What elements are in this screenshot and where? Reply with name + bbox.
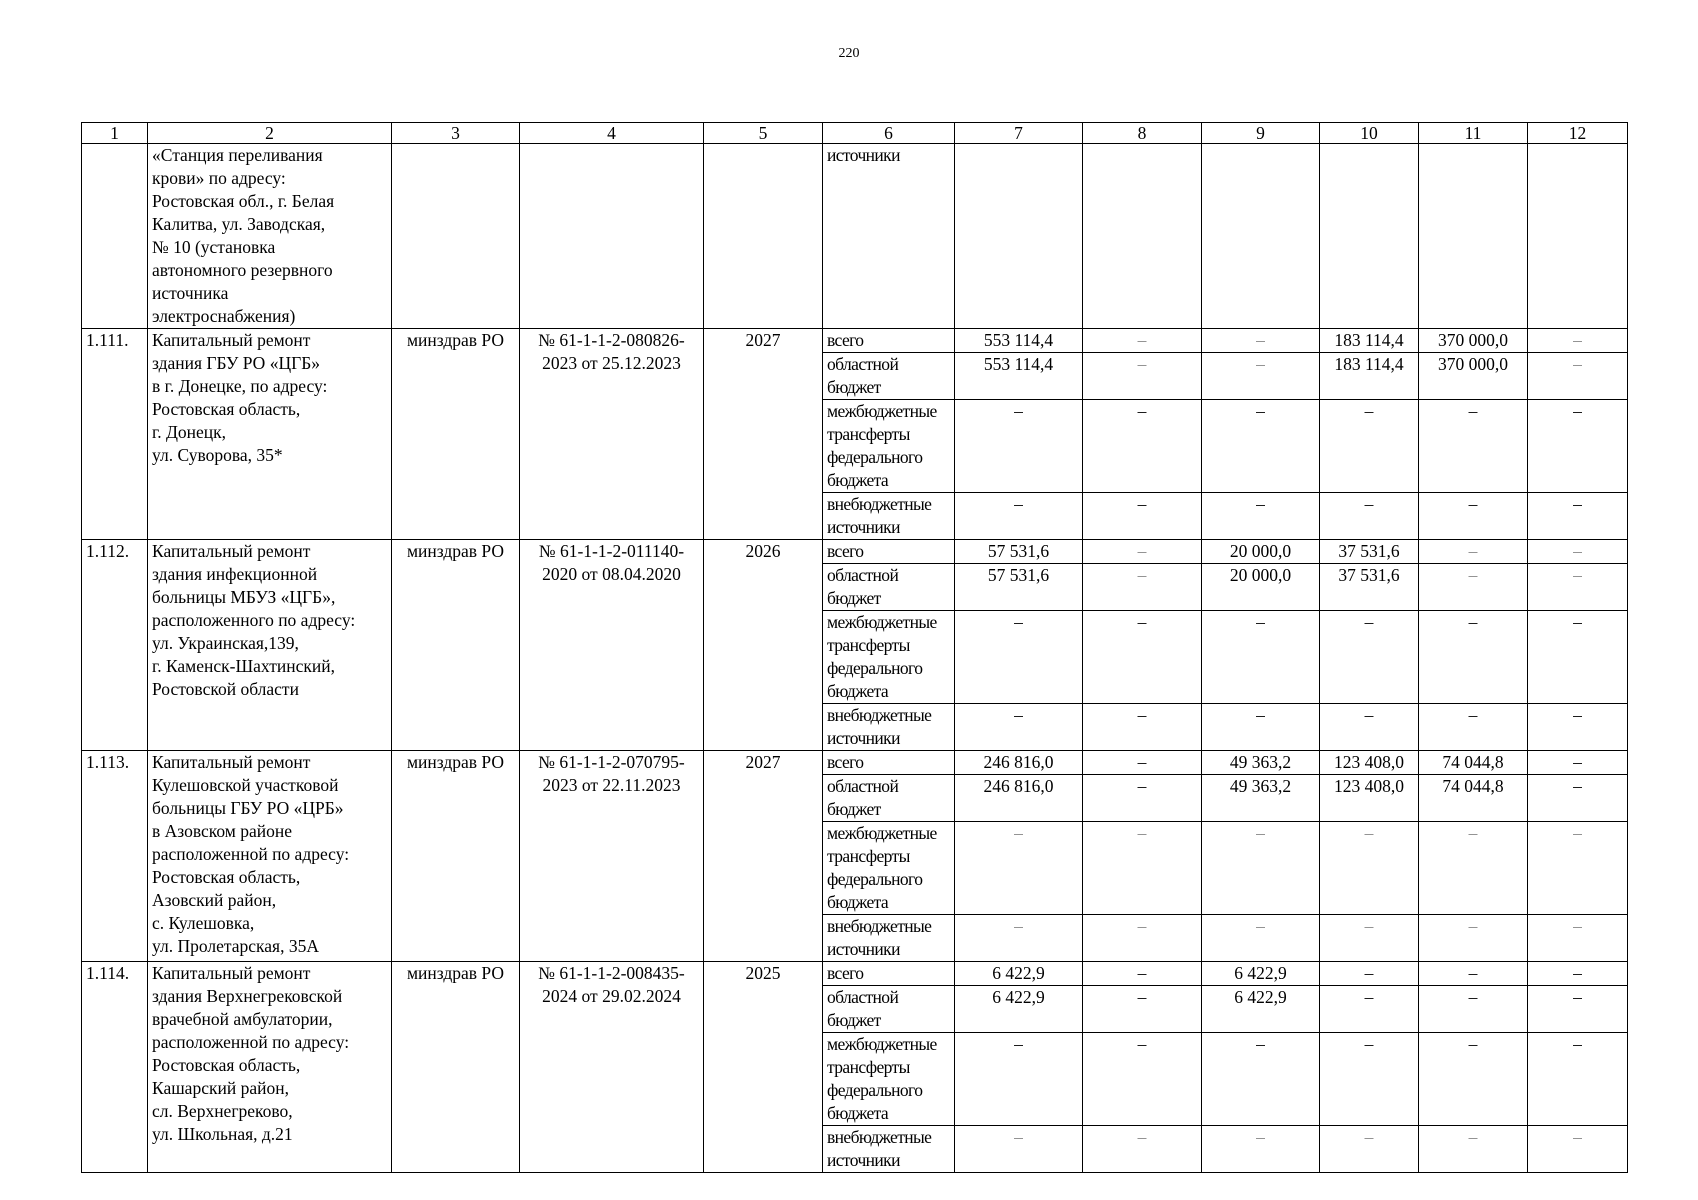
value-cell: 57 531,6 <box>955 540 1083 564</box>
value-cell: – <box>1320 915 1419 962</box>
document-cell: № 61-1-1-2-080826- 2023 от 25.12.2023 <box>520 329 704 540</box>
value-cell: – <box>1202 353 1320 400</box>
value-cell: 20 000,0 <box>1202 540 1320 564</box>
value-cell: – <box>1528 704 1628 751</box>
source-label-cell: внебюджетные источники <box>823 915 955 962</box>
customer-cell: минздрав РО <box>392 329 520 540</box>
source-label-cell: всего <box>823 962 955 986</box>
value-cell: – <box>955 493 1083 540</box>
value-cell: – <box>1528 540 1628 564</box>
customer-cell <box>392 144 520 329</box>
year-cell: 2026 <box>704 540 823 751</box>
value-cell: – <box>1083 986 1202 1033</box>
value-cell: 123 408,0 <box>1320 751 1419 775</box>
source-label-cell: всего <box>823 751 955 775</box>
document-cell <box>520 144 704 329</box>
value-cell: – <box>1419 540 1528 564</box>
value-cell <box>1083 144 1202 329</box>
value-cell: – <box>955 704 1083 751</box>
page-number: 220 <box>838 46 860 61</box>
item-number-cell: 1.111. <box>82 329 148 540</box>
value-cell: 6 422,9 <box>1202 962 1320 986</box>
source-label-cell: внебюджетные источники <box>823 493 955 540</box>
table-row <box>82 962 1628 986</box>
value-cell: – <box>1419 611 1528 704</box>
value-cell: – <box>1528 611 1628 704</box>
source-label-cell: внебюджетные источники <box>823 704 955 751</box>
table-row <box>82 329 1628 353</box>
value-cell: 553 114,4 <box>955 353 1083 400</box>
value-cell: – <box>1528 751 1628 775</box>
customer-cell: минздрав РО <box>392 540 520 751</box>
source-label-cell: областной бюджет <box>823 775 955 822</box>
value-cell: 37 531,6 <box>1320 540 1419 564</box>
value-cell: 123 408,0 <box>1320 775 1419 822</box>
year-cell: 2027 <box>704 329 823 540</box>
object-name-cell: Капитальный ремонт здания ГБУ РО «ЦГБ» в г. Донецке, по адресу: Ростовская область, г. Донецк, ул. Суворова, 35* <box>148 329 392 540</box>
table-row <box>82 751 1628 775</box>
source-label-cell: межбюджетные трансферты федерального бюджета <box>823 1033 955 1126</box>
value-cell: – <box>1202 493 1320 540</box>
value-cell: – <box>1083 822 1202 915</box>
value-cell: – <box>1528 564 1628 611</box>
value-cell: – <box>1320 704 1419 751</box>
funding-table <box>81 122 1628 1173</box>
source-label-cell: областной бюджет <box>823 564 955 611</box>
source-label-cell: источники <box>823 144 955 329</box>
value-cell: – <box>1528 986 1628 1033</box>
header-cell: 11 <box>1419 123 1528 144</box>
value-cell <box>955 144 1083 329</box>
value-cell: – <box>1083 1033 1202 1126</box>
document-cell: № 61-1-1-2-008435- 2024 от 29.02.2024 <box>520 962 704 1173</box>
customer-cell: минздрав РО <box>392 751 520 962</box>
value-cell: 553 114,4 <box>955 329 1083 353</box>
value-cell: – <box>1528 962 1628 986</box>
header-cell: 9 <box>1202 123 1320 144</box>
value-cell: – <box>955 822 1083 915</box>
value-cell: 74 044,8 <box>1419 775 1528 822</box>
value-cell: – <box>1419 493 1528 540</box>
value-cell: – <box>1202 1126 1320 1173</box>
value-cell: – <box>1419 986 1528 1033</box>
header-cell: 12 <box>1528 123 1628 144</box>
value-cell: – <box>1083 962 1202 986</box>
source-label-cell: областной бюджет <box>823 353 955 400</box>
value-cell: – <box>1528 353 1628 400</box>
header-cell: 1 <box>82 123 148 144</box>
year-cell: 2025 <box>704 962 823 1173</box>
customer-cell: минздрав РО <box>392 962 520 1173</box>
value-cell: 57 531,6 <box>955 564 1083 611</box>
value-cell: – <box>1083 915 1202 962</box>
value-cell: – <box>1202 822 1320 915</box>
source-label-cell: всего <box>823 329 955 353</box>
object-name-cell: Капитальный ремонт здания Верхнегрековской врачебной амбулатории, расположенной по адресу: Ростовская область, Кашарский район, сл. Верхнегреково, ул. Школьная, д.21 <box>148 962 392 1173</box>
value-cell <box>1419 144 1528 329</box>
continuation-row <box>82 144 1628 329</box>
value-cell: 183 114,4 <box>1320 329 1419 353</box>
value-cell: – <box>1083 564 1202 611</box>
value-cell: – <box>1320 1033 1419 1126</box>
value-cell: – <box>1083 540 1202 564</box>
value-cell: 183 114,4 <box>1320 353 1419 400</box>
value-cell: 20 000,0 <box>1202 564 1320 611</box>
document-cell: № 61-1-1-2-070795- 2023 от 22.11.2023 <box>520 751 704 962</box>
value-cell: – <box>1419 704 1528 751</box>
header-cell: 8 <box>1083 123 1202 144</box>
header-cell: 2 <box>148 123 392 144</box>
value-cell: – <box>1528 400 1628 493</box>
value-cell: – <box>1419 1033 1528 1126</box>
value-cell: – <box>1202 611 1320 704</box>
value-cell: – <box>1320 611 1419 704</box>
value-cell: – <box>1320 962 1419 986</box>
item-number-cell: 1.113. <box>82 751 148 962</box>
header-cell: 6 <box>823 123 955 144</box>
value-cell: 49 363,2 <box>1202 775 1320 822</box>
value-cell: – <box>955 1126 1083 1173</box>
year-cell <box>704 144 823 329</box>
value-cell: – <box>1202 915 1320 962</box>
item-number-cell: 1.114. <box>82 962 148 1173</box>
value-cell: – <box>1419 822 1528 915</box>
value-cell: – <box>1083 353 1202 400</box>
value-cell: – <box>1528 915 1628 962</box>
value-cell: 74 044,8 <box>1419 751 1528 775</box>
value-cell: – <box>1320 822 1419 915</box>
value-cell: – <box>1320 400 1419 493</box>
value-cell: – <box>1202 329 1320 353</box>
item-number-cell <box>82 144 148 329</box>
value-cell: – <box>1083 611 1202 704</box>
value-cell: 370 000,0 <box>1419 353 1528 400</box>
value-cell: – <box>955 611 1083 704</box>
source-label-cell: межбюджетные трансферты федерального бюджета <box>823 400 955 493</box>
value-cell: – <box>1202 400 1320 493</box>
value-cell: – <box>1083 329 1202 353</box>
header-cell: 7 <box>955 123 1083 144</box>
value-cell: – <box>1528 775 1628 822</box>
value-cell: – <box>1083 704 1202 751</box>
header-cell: 10 <box>1320 123 1419 144</box>
value-cell: – <box>1083 400 1202 493</box>
header-cell: 5 <box>704 123 823 144</box>
source-label-cell: внебюджетные источники <box>823 1126 955 1173</box>
value-cell: – <box>1528 822 1628 915</box>
document-cell: № 61-1-1-2-011140- 2020 от 08.04.2020 <box>520 540 704 751</box>
value-cell: – <box>1528 1126 1628 1173</box>
value-cell: – <box>1320 1126 1419 1173</box>
value-cell: – <box>1083 493 1202 540</box>
value-cell: – <box>1202 1033 1320 1126</box>
header-cell: 3 <box>392 123 520 144</box>
value-cell: 6 422,9 <box>1202 986 1320 1033</box>
value-cell: – <box>1083 751 1202 775</box>
value-cell: – <box>1528 1033 1628 1126</box>
value-cell: – <box>1320 493 1419 540</box>
object-name-cell: Капитальный ремонт Кулешовской участковой больницы ГБУ РО «ЦРБ» в Азовском районе расположенной по адресу: Ростовская область, Азовский район, с. Кулешовка, ул. Пролетарская, 35А <box>148 751 392 962</box>
value-cell: – <box>955 915 1083 962</box>
value-cell: – <box>1083 1126 1202 1173</box>
value-cell <box>1320 144 1419 329</box>
header-row <box>82 123 1628 144</box>
table-row <box>82 540 1628 564</box>
value-cell: 370 000,0 <box>1419 329 1528 353</box>
header-cell: 4 <box>520 123 704 144</box>
value-cell: 246 816,0 <box>955 751 1083 775</box>
value-cell: 246 816,0 <box>955 775 1083 822</box>
value-cell: 49 363,2 <box>1202 751 1320 775</box>
value-cell: 6 422,9 <box>955 962 1083 986</box>
object-name-cell: Капитальный ремонт здания инфекционной больницы МБУЗ «ЦГБ», расположенного по адресу: ул. Украинская,139, г. Каменск-Шахтинский, Ростовской области <box>148 540 392 751</box>
source-label-cell: областной бюджет <box>823 986 955 1033</box>
value-cell: – <box>1419 400 1528 493</box>
value-cell: – <box>955 400 1083 493</box>
source-label-cell: межбюджетные трансферты федерального бюджета <box>823 611 955 704</box>
value-cell: – <box>1419 915 1528 962</box>
value-cell: 37 531,6 <box>1320 564 1419 611</box>
value-cell <box>1202 144 1320 329</box>
item-number-cell: 1.112. <box>82 540 148 751</box>
value-cell: – <box>1320 986 1419 1033</box>
value-cell: 6 422,9 <box>955 986 1083 1033</box>
year-cell: 2027 <box>704 751 823 962</box>
source-label-cell: всего <box>823 540 955 564</box>
value-cell <box>1528 144 1628 329</box>
value-cell: – <box>1202 704 1320 751</box>
value-cell: – <box>955 1033 1083 1126</box>
source-label-cell: межбюджетные трансферты федерального бюджета <box>823 822 955 915</box>
value-cell: – <box>1419 962 1528 986</box>
value-cell: – <box>1419 1126 1528 1173</box>
value-cell: – <box>1528 329 1628 353</box>
value-cell: – <box>1083 775 1202 822</box>
value-cell: – <box>1528 493 1628 540</box>
object-name-cell: «Станция переливания крови» по адресу: Ростовская обл., г. Белая Калитва, ул. Заводская, № 10 (установка автономного резервного источника электроснабжения) <box>148 144 392 329</box>
value-cell: – <box>1419 564 1528 611</box>
